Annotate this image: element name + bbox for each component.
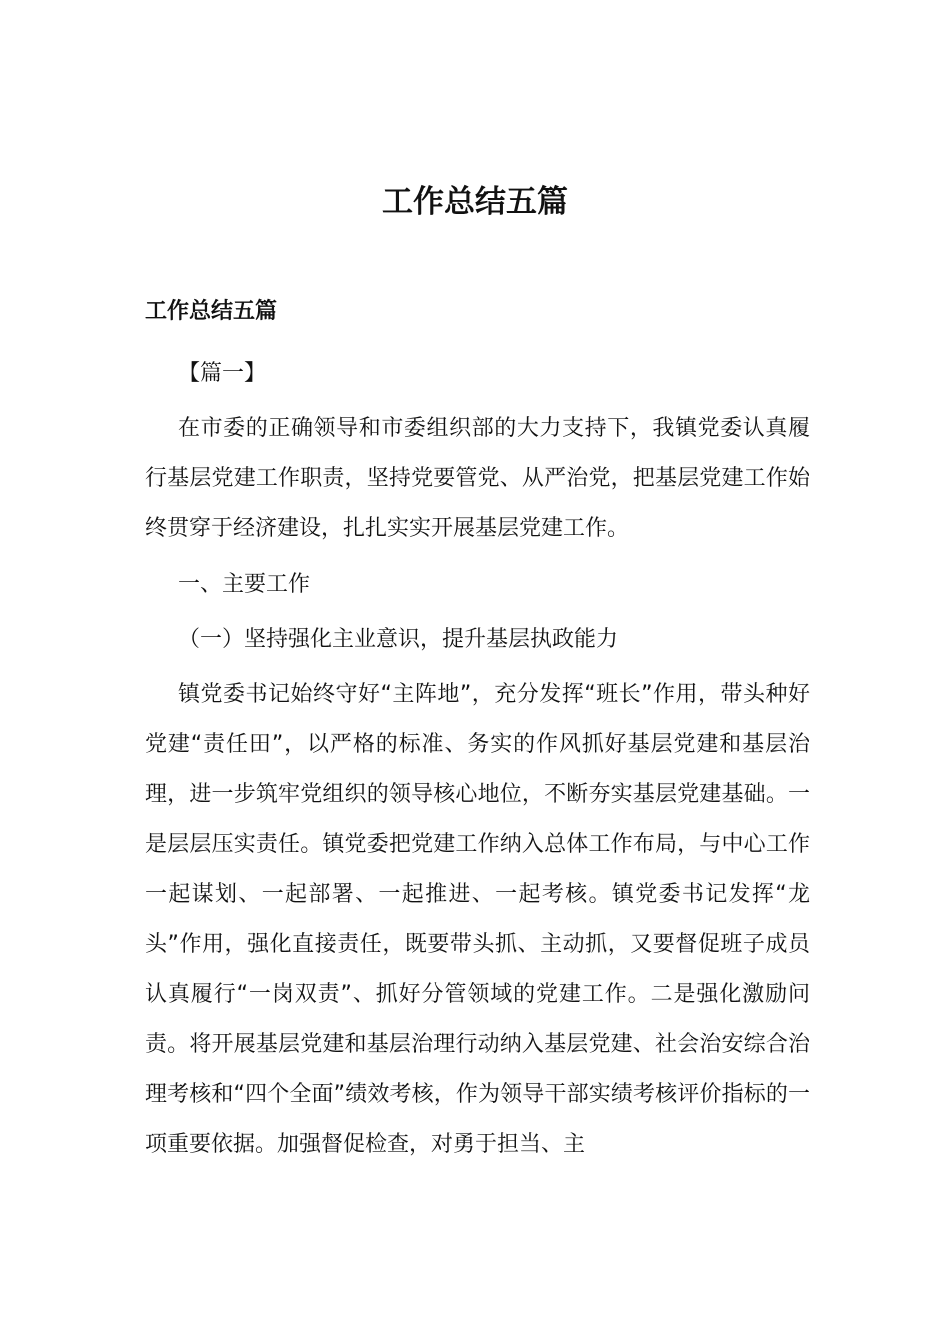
heading-main-work: 一、主要工作	[178, 572, 311, 597]
section-label: 【篇一】	[178, 361, 267, 386]
document-body	[145, 349, 810, 1176]
intro-paragraph: 在市委的正确领导和市委组织部的大力支持下，我镇党委认真履行基层党建工作职责，坚持党要管党、从严治党，把基层党建工作始终贯穿于经济建设，扎扎实实开展基层党建工作。	[145, 416, 810, 541]
document-title: 工作总结五篇	[382, 184, 568, 220]
body-paragraph-1: 镇党委书记始终守好“主阵地”，充分发挥“班长”作用，带头种好党建“责任田”，以严格的标准、务实的作风抓好基层党建和基层治理，进一步筑牢党组织的领导核心地位，不断夯实基层党建基础。一是层层压实责任。镇党委把党建工作纳入总体工作布局，与中心工作一起谋划、一起部署、一起推进、一起考核。镇党委书记发挥“龙头”作用，强化直接责任，既要带头抓、主动抓，又要督促班子成员认真履行“一岗双责”、抓好分管领域的党建工作。二是强化激励问责。将开展基层党建和基层治理行动纳入基层党建、社会治安综合治理考核和“四个全面”绩效考核，作为领导干部实绩考核评价指标的一项重要依据。加强督促检查，对勇于担当、主	[145, 682, 810, 1157]
document-subtitle: 工作总结五篇	[145, 299, 278, 324]
heading-subsection-1: （一）坚持强化主业意识，提升基层执政能力	[178, 627, 619, 652]
